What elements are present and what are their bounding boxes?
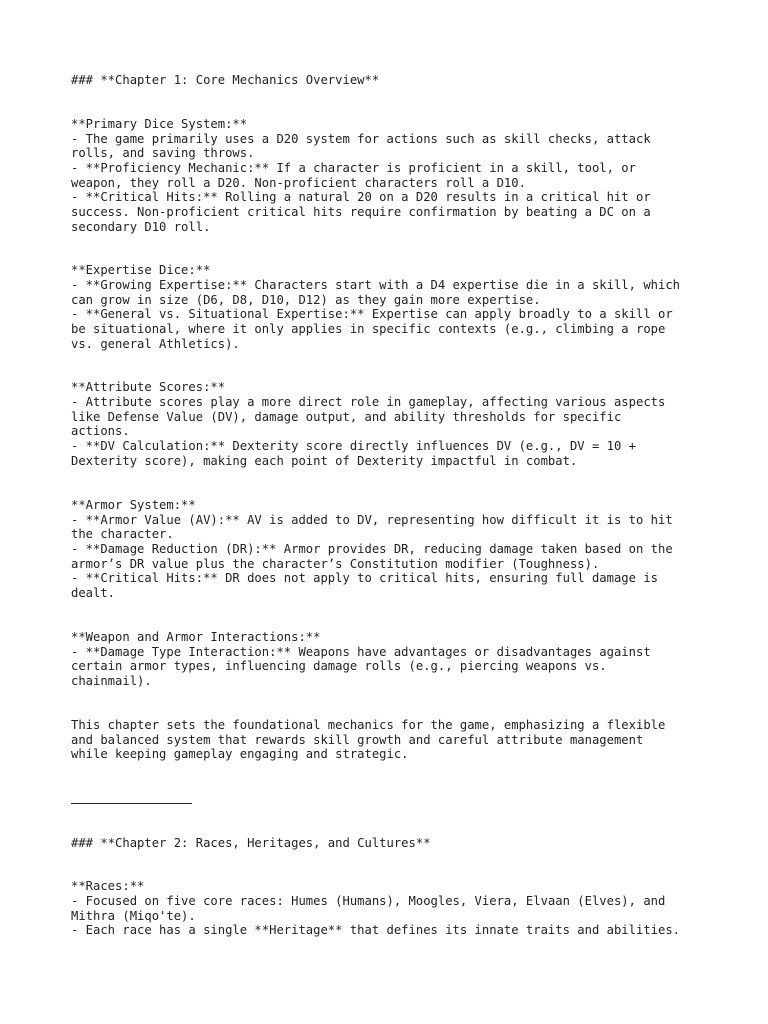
text-line: - **Damage Reduction (DR):** Armor provides DR, reducing damage taken based on the (71, 542, 673, 556)
text-line: the character. (71, 527, 174, 541)
chapter-2-heading: ### **Chapter 2: Races, Heritages, and Cultures** (71, 836, 431, 850)
text-line: rolls, and saving throws. (71, 146, 255, 160)
text-line: - **General vs. Situational Expertise:** Expertise can apply broadly to a skill or (71, 307, 673, 321)
text-line: - **Armor Value (AV):** AV is added to DV, representing how difficult it is to hit (71, 513, 673, 527)
text-line: - Focused on five core races: Humes (Humans), Moogles, Viera, Elvaan (Elves), and (71, 894, 666, 908)
text-line: Dexterity score), making each point of Dexterity impactful in combat. (71, 454, 578, 468)
text-line: secondary D10 roll. (71, 220, 211, 234)
chapter-1-heading: ### **Chapter 1: Core Mechanics Overview** (71, 73, 380, 87)
races-heading: **Races:** (71, 879, 145, 893)
section-divider (71, 803, 192, 804)
text-line: chainmail). (71, 674, 152, 688)
text-line: and balanced system that rewards skill growth and careful attribute management (71, 733, 644, 747)
text-line: - **Growing Expertise:** Characters start with a D4 expertise die in a skill, which (71, 278, 681, 292)
text-line: dealt. (71, 586, 116, 600)
text-line: armor’s DR value plus the character’s Constitution modifier (Toughness). (71, 557, 600, 571)
text-line: - **DV Calculation:** Dexterity score directly influences DV (e.g., DV = 10 + (71, 439, 636, 453)
text-line: - The game primarily uses a D20 system for actions such as skill checks, attack (71, 132, 651, 146)
text-line: - Each race has a single **Heritage** that defines its innate traits and abilities. (71, 923, 681, 937)
text-line: be situational, where it only applies in specific contexts (e.g., climbing a rope (71, 322, 666, 336)
text-line: success. Non-proficient critical hits require confirmation by beating a DC on a (71, 205, 651, 219)
text-line: certain armor types, influencing damage rolls (e.g., piercing weapons vs. (71, 659, 607, 673)
text-line: - **Proficiency Mechanic:** If a character is proficient in a skill, tool, or (71, 161, 636, 175)
text-line: while keeping gameplay engaging and strategic. (71, 747, 409, 761)
text-line: - Attribute scores play a more direct role in gameplay, affecting various aspects (71, 395, 666, 409)
armor-system-heading: **Armor System:** (71, 498, 196, 512)
expertise-dice-heading: **Expertise Dice:** (71, 263, 211, 277)
text-line: - **Damage Type Interaction:** Weapons have advantages or disadvantages against (71, 645, 651, 659)
text-line: vs. general Athletics). (71, 337, 240, 351)
text-line: weapon, they roll a D20. Non-proficient characters roll a D10. (71, 176, 526, 190)
text-line: - **Critical Hits:** DR does not apply to critical hits, ensuring full damage is (71, 571, 658, 585)
chapter-summary: This chapter sets the foundational mechanics for the game, emphasizing a flexible (71, 718, 666, 732)
attribute-scores-heading: **Attribute Scores:** (71, 380, 226, 394)
text-line: Mithra (Miqo'te). (71, 909, 196, 923)
primary-dice-heading: **Primary Dice System:** (71, 117, 248, 131)
text-line: like Defense Value (DV), damage output, and ability thresholds for specific (71, 410, 622, 424)
text-line: actions. (71, 424, 130, 438)
text-line: - **Critical Hits:** Rolling a natural 20 on a D20 results in a critical hit or (71, 190, 651, 204)
weapon-armor-heading: **Weapon and Armor Interactions:** (71, 630, 321, 644)
text-line: can grow in size (D6, D8, D10, D12) as they gain more expertise. (71, 293, 541, 307)
